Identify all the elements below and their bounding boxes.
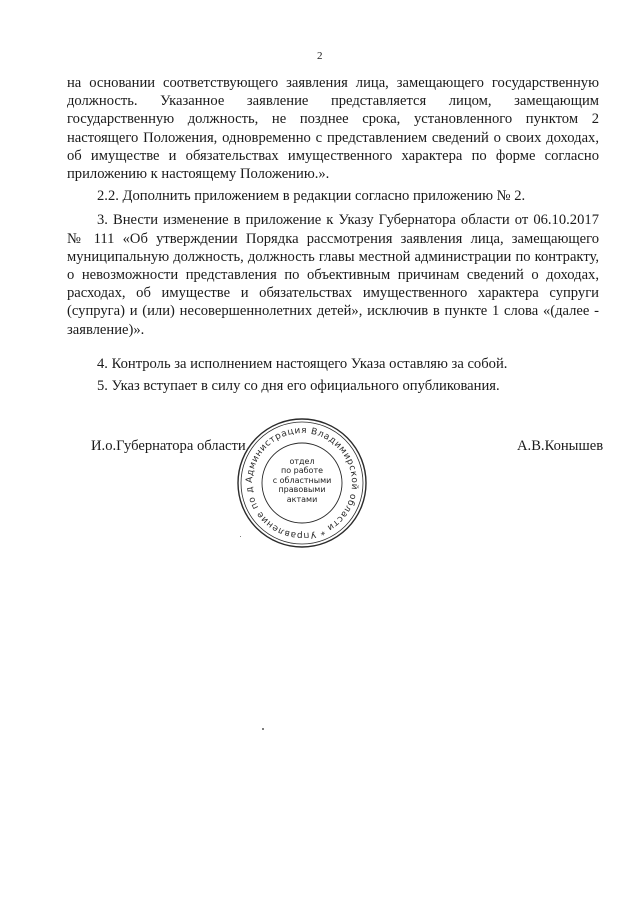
stamp-center-line: правовыми — [278, 485, 326, 495]
paragraph-item-4: 4. Контроль за исполнением настоящего Указа оставляю за собой. — [97, 355, 508, 372]
stamp-ring-text: Администрация Владимирской области * Управление по д — [244, 425, 360, 541]
stamp-center-line: актами — [286, 494, 318, 504]
document-body — [67, 74, 599, 395]
signatory-name: А.В.Конышев — [517, 438, 604, 454]
stamp-center-line: отдел — [289, 457, 315, 466]
stamp-center-line: с областными — [272, 475, 332, 485]
page-number: 2 — [317, 50, 323, 62]
paragraph-item-2-2: 2.2. Дополнить приложением в редакции согласно приложению № 2. — [97, 188, 526, 205]
stamp-center-line: по работе — [280, 466, 324, 476]
paragraph-continuation: на основании соответствующего заявления лица, замещающего государственную должность. Указанное заявление представляется лицом, замещающим государственную должность, не позднее срока, установленного пунктом 2 настоящего Положения, одновременно с представлением сведений о своих доходах, об имуществе и обязательствах имущественного характера по форме согласно приложению к настоящему Положению.». — [67, 75, 599, 183]
official-stamp — [236, 417, 368, 549]
scan-speck — [262, 728, 264, 730]
scan-speck — [240, 536, 241, 537]
stamp-center-text — [236, 457, 368, 504]
signatory-position: И.о.Губернатора области — [91, 438, 246, 454]
paragraph-item-3: 3. Внести изменение в приложение к Указу Губернатора области от 06.10.2017 № 111 «Об утверждении Порядка рассмотрения заявления лица, замещающего муниципальную должность, должность главы местной администрации по контракту, о невозможности представления по объективным причинам сведений о доходах, расходах, об имуществе и обязательствах имущественного характера супруги (супруга) и (или) несовершеннолетних детей», исключив в пункте 1 слова «(далее - заявление)». — [67, 212, 599, 338]
paragraph-item-5: 5. Указ вступает в силу со дня его официального опубликования. — [97, 378, 500, 395]
